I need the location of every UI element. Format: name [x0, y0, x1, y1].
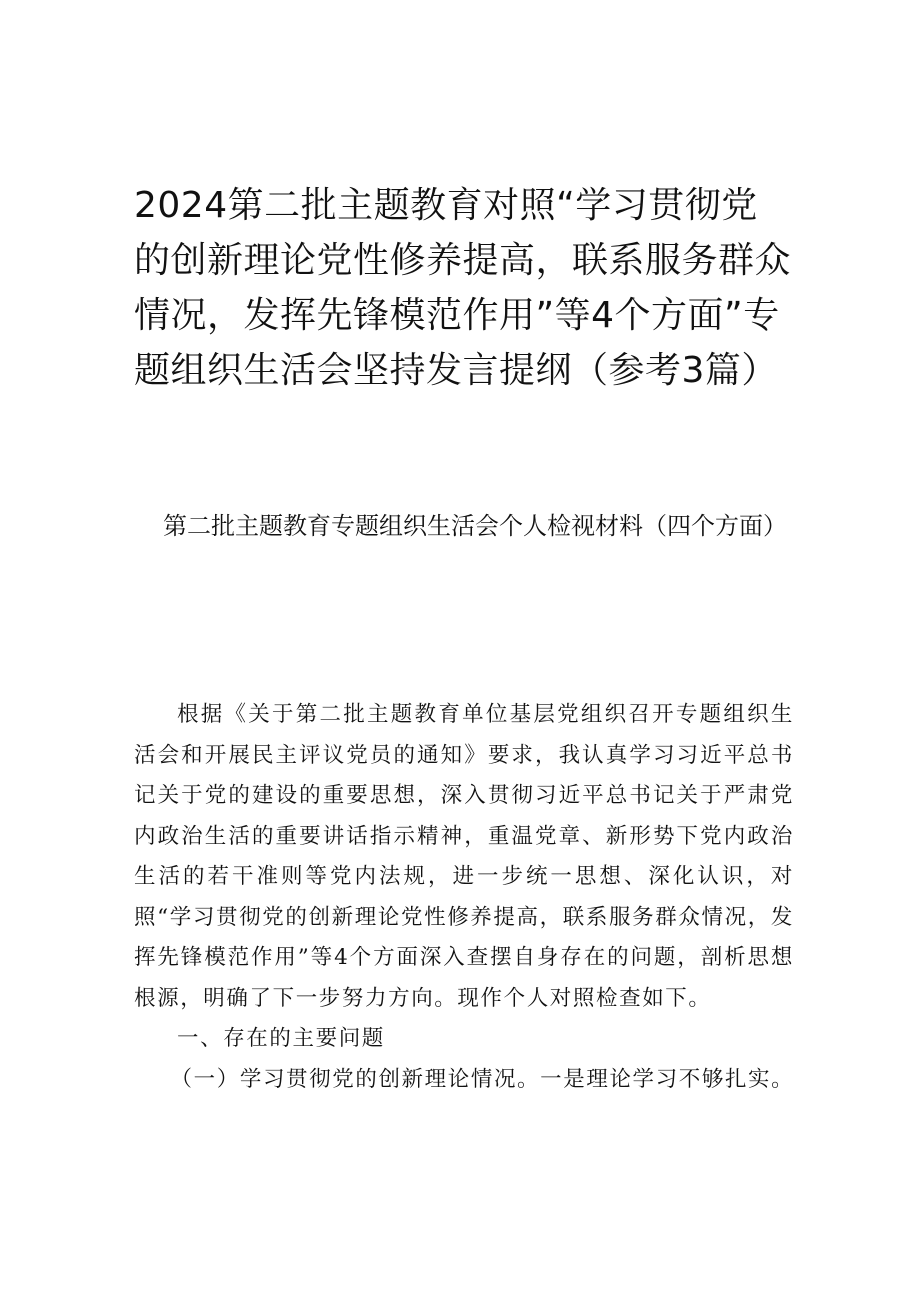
document-subtitle: 第二批主题教育专题组织生活会个人检视材料（四个方面） — [163, 512, 787, 540]
subsection-heading: （一）学习贯彻党的创新理论情况。一是理论学习不够扎实。 — [170, 1066, 795, 1092]
body-paragraph: 根据《关于第二批主题教育单位基层党组织召开专题组织生活会和开展民主评议党员的通知》要求，我认真学习习近平总书记关于党的建设的重要思想，深入贯彻习近平总书记关于严肃党内政治生活的重要讲话指示精神，重温党章、新形势下党内政治生活的若干准则等党内法规，进一步统一思想、深化认识，对照“学习贯彻党的创新理论党性修养提高，联系服务群众情况，发挥先锋模范作用”等4个方面深入查摆自身存在的问题，剖析思想根源，明确了下一步努力方向。现作个人对照检查如下。 — [134, 702, 794, 1011]
section-heading: 一、存在的主要问题 — [177, 1026, 385, 1051]
document-title: 2024第二批主题教育对照“学习贯彻党的创新理论党性修养提高，联系服务群众情况，发挥先锋模范作用”等4个方面”专题组织生活会坚持发言提纲（参考3篇） — [134, 185, 792, 391]
document-body — [134, 695, 794, 1100]
